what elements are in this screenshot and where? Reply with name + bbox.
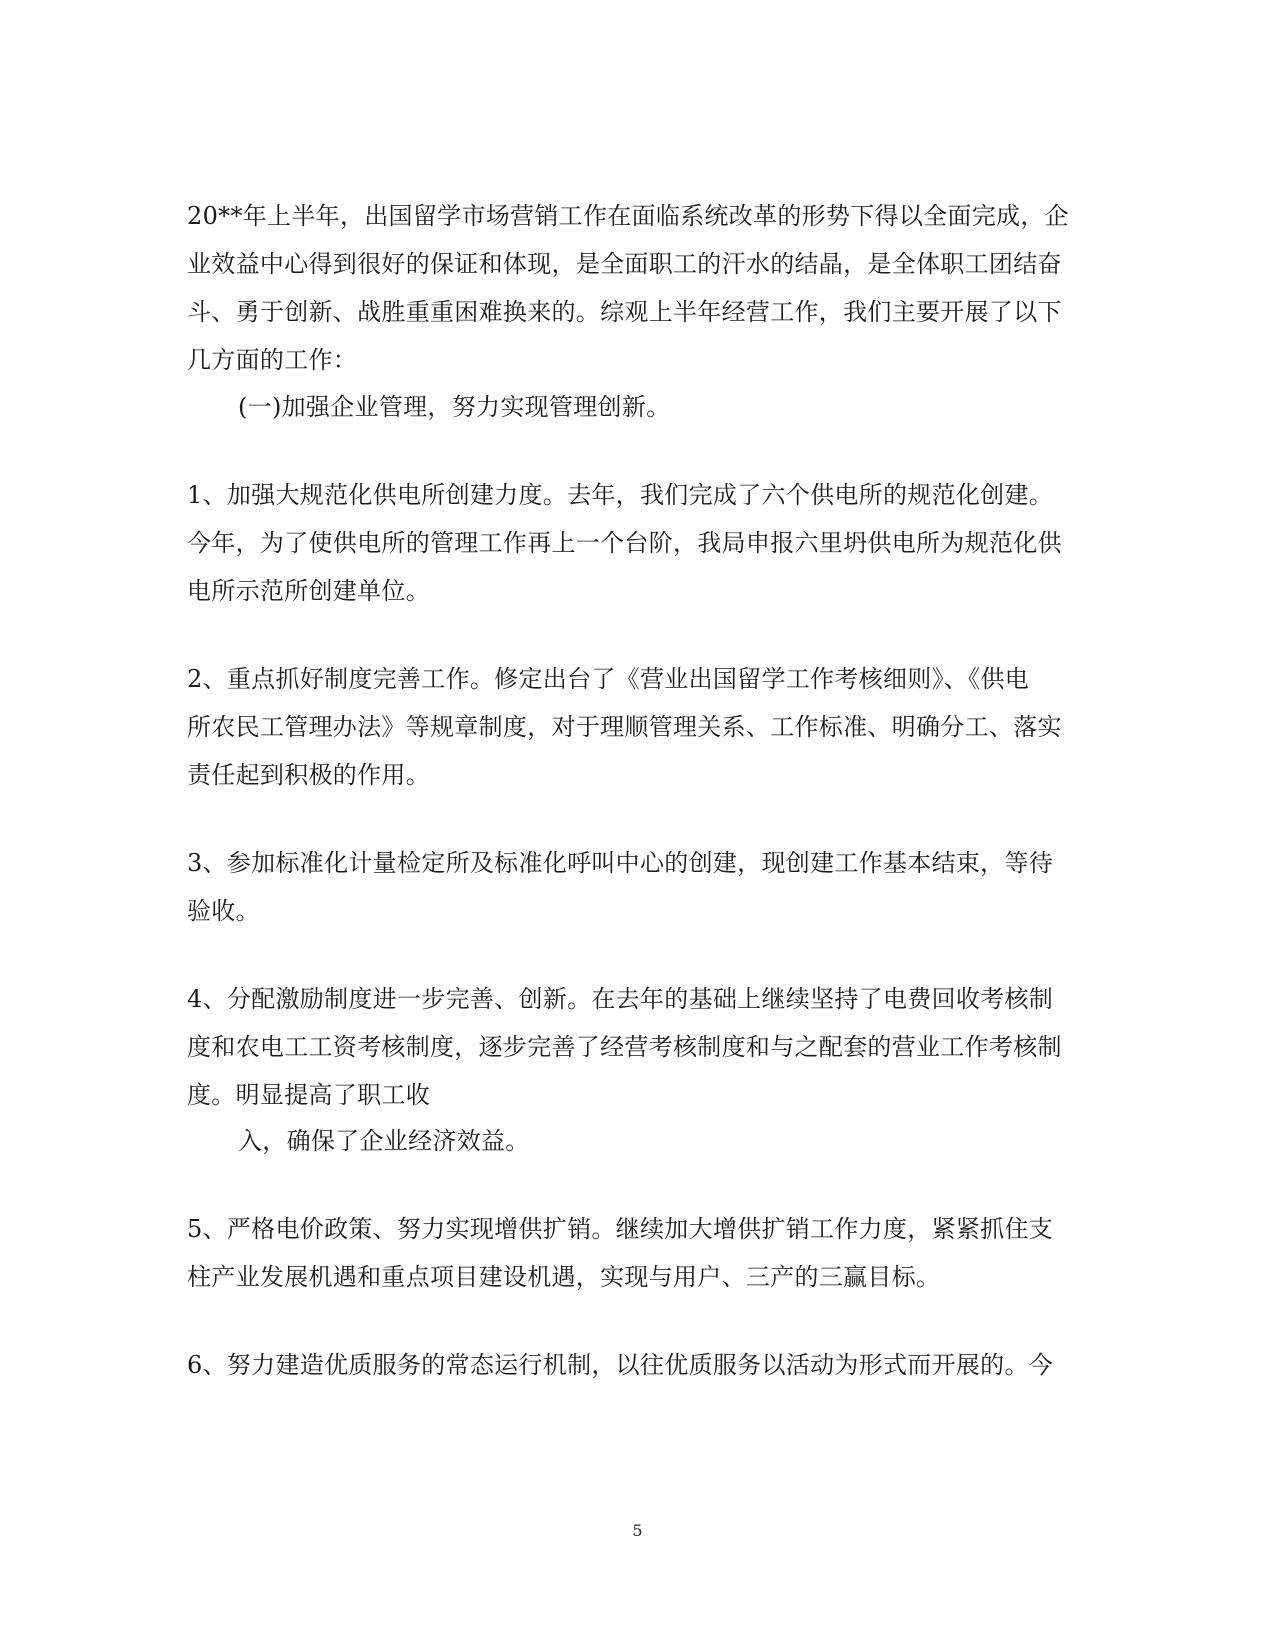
item4-continued: 入，确保了企业经济效益。 (238, 1127, 530, 1155)
item4-line-1: 4、分配激励制度进一步完善、创新。在去年的基础上继续坚持了电费回收考核制 (187, 985, 1054, 1013)
item2-line-1: 2、重点抓好制度完善工作。修定出台了《营业出国留学工作考核细则》、《供电 (187, 665, 1030, 693)
intro-line-4: 几方面的工作： (187, 346, 358, 374)
item1-line-2: 今年，为了使供电所的管理工作再上一个台阶，我局申报六里坍供电所为规范化供 (187, 529, 1062, 557)
item5-line-1: 5、严格电价政策、努力实现增供扩销。继续加大增供扩销工作力度，紧紧抓住支 (187, 1215, 1054, 1243)
intro-line-1: 20**年上半年，出国留学市场营销工作在面临系统改革的形势下得以全面完成，企 (187, 202, 1069, 230)
item3-line-1: 3、参加标准化计量检定所及标准化呼叫中心的创建，现创建工作基本结束，等待 (187, 849, 1054, 877)
item6-line-1: 6、努力建造优质服务的常态运行机制，以往优质服务以活动为形式而开展的。今 (187, 1351, 1054, 1379)
page-number: 5 (632, 1521, 643, 1540)
item4-line-3: 度。明显提高了职工收 (187, 1081, 430, 1109)
intro-line-2: 业效益中心得到很好的保证和体现，是全面职工的汗水的结晶，是全体职工团结奋 (187, 250, 1062, 278)
section-heading: (一)加强企业管理，努力实现管理创新。 (238, 393, 671, 421)
item1-line-1: 1、加强大规范化供电所创建力度。去年，我们完成了六个供电所的规范化创建。 (187, 481, 1054, 509)
intro-line-3: 斗、勇于创新、战胜重重困难换来的。综观上半年经营工作，我们主要开展了以下 (187, 298, 1062, 326)
item2-line-3: 责任起到积极的作用。 (187, 761, 430, 789)
item3-line-2: 验收。 (187, 897, 260, 925)
item1-line-3: 电所示范所创建单位。 (187, 577, 430, 605)
item2-line-2: 所农民工管理办法》等规章制度，对于理顺管理关系、工作标准、明确分工、落实 (187, 713, 1062, 741)
item5-line-2: 柱产业发展机遇和重点项目建设机遇，实现与用户、三产的三赢目标。 (187, 1263, 941, 1291)
item4-line-2: 度和农电工工资考核制度，逐步完善了经营考核制度和与之配套的营业工作考核制 (187, 1033, 1062, 1061)
